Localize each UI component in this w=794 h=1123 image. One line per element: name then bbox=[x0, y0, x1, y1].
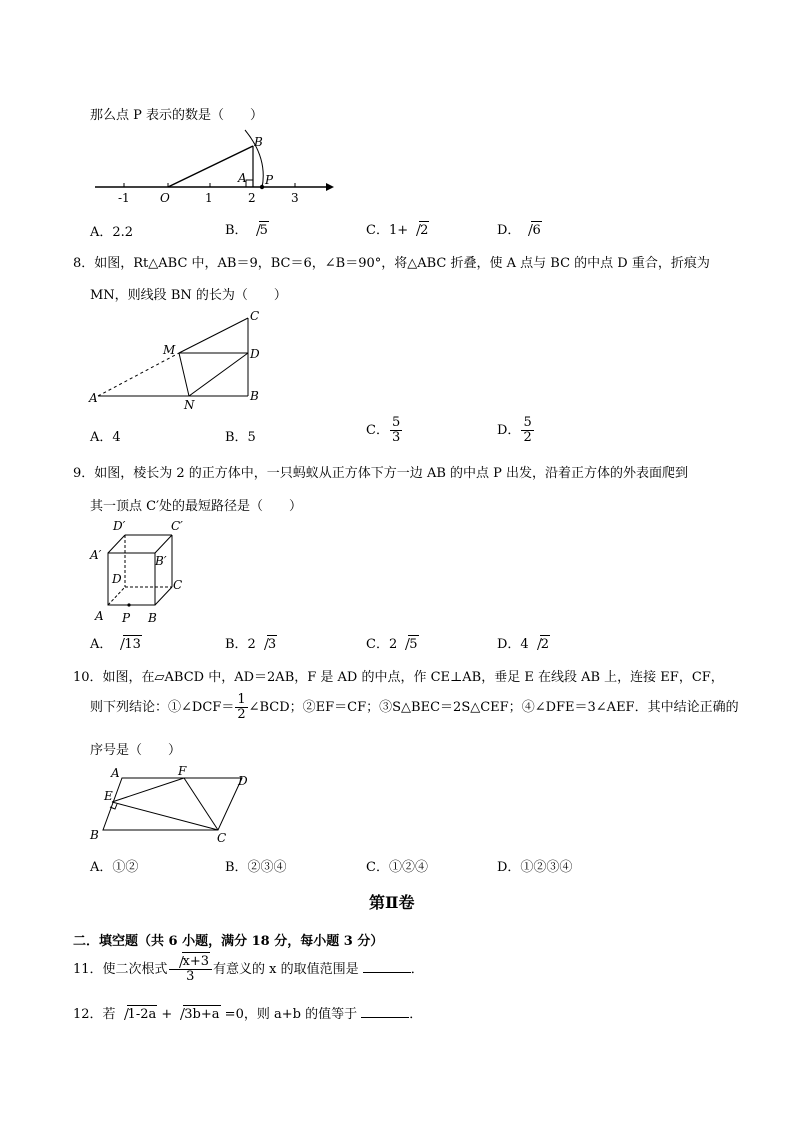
q10-option-b[interactable]: B．②③④ bbox=[225, 860, 287, 875]
q9-label-cprime: C′ bbox=[171, 519, 183, 533]
q8-label-n: N bbox=[184, 398, 195, 412]
q9-label-aprime: A′ bbox=[90, 548, 102, 562]
q10-label-f: F bbox=[178, 765, 187, 778]
q9-label-c: C bbox=[173, 578, 183, 592]
q9-label-bprime: B′ bbox=[155, 554, 167, 568]
q10-stem-line1: 10．如图，在▱ABCD 中，AD＝2AB，F 是 AD 的中点，作 CE⊥AB，垂足 E 在线段 AB 上，连接 EF，CF， bbox=[73, 670, 724, 685]
q10-stem-line2: 则下列结论：①∠DCF＝ $\frac{1}{2}$ ∠BCD；②EF＝CF；③S△BEC＝2S△CEF；④∠DFE＝3∠AEF．其中结论正确的 bbox=[90, 692, 739, 722]
q10-label-a: A bbox=[111, 766, 120, 780]
q7-option-d[interactable]: D． 6 bbox=[497, 223, 541, 238]
q8-label-c: C bbox=[250, 309, 260, 323]
q9-label-d: D bbox=[112, 572, 122, 586]
q7-label-p: P bbox=[265, 173, 274, 187]
q10-parallelogram-figure bbox=[85, 765, 260, 845]
q11-stem: 11．使二次根式 $\frac{x+3}{3}$ 有意义的 x 的取值范围是 ． bbox=[73, 954, 424, 984]
q9-option-d[interactable]: D．4 2 bbox=[497, 637, 549, 652]
q7-tick-1: 1 bbox=[205, 191, 213, 205]
q10-label-d: D bbox=[238, 774, 248, 788]
q10-label-b: B bbox=[90, 828, 99, 842]
q9-cube-figure bbox=[85, 515, 195, 627]
q9-stem-line1: 9．如图，棱长为 2 的正方体中，一只蚂蚁从正方体下方一边 AB 的中点 P 出发，沿着正方体的外表面爬到 bbox=[73, 466, 689, 481]
q9-option-b[interactable]: B．2 3 bbox=[225, 637, 277, 652]
q8-stem-line2: MN，则线段 BN 的长为（ ） bbox=[90, 288, 287, 303]
q9-label-p: P bbox=[122, 611, 131, 625]
q8-option-d[interactable]: D． $\frac{5}{2}$ bbox=[497, 415, 532, 445]
q11-answer-blank[interactable] bbox=[363, 972, 411, 973]
q7-tick-3: 3 bbox=[291, 191, 299, 205]
q8-stem-line1: 8．如图，Rt△ABC 中，AB＝9，BC＝6，∠B＝90°，将△ABC 折叠，使 A 点与 BC 的中点 D 重合，折痕为 bbox=[73, 256, 710, 271]
q8-label-a: A bbox=[89, 391, 98, 405]
q10-label-c: C bbox=[217, 831, 227, 845]
q12-answer-blank[interactable] bbox=[361, 1017, 409, 1018]
q8-option-a[interactable]: A．4 bbox=[90, 430, 121, 445]
q9-label-dprime: D′ bbox=[113, 519, 126, 533]
q8-label-b: B bbox=[250, 389, 259, 403]
q7-option-b[interactable]: B． 5 bbox=[225, 223, 268, 238]
q7-label-b: B bbox=[254, 135, 263, 149]
q9-stem-line2: 其一顶点 C′处的最短路径是（ ） bbox=[90, 499, 303, 514]
q10-label-e: E bbox=[104, 789, 113, 803]
q12-stem: 12．若 1-2a + 3b+a =0，则 a+b 的值等于 ． bbox=[73, 1007, 423, 1022]
section-title: 第Ⅱ卷 bbox=[369, 893, 415, 912]
q7-label-o: O bbox=[160, 191, 170, 205]
q10-stem-line3: 序号是（ ） bbox=[90, 743, 182, 758]
q7-tick-2: 2 bbox=[248, 191, 256, 205]
q9-label-a: A bbox=[95, 609, 104, 623]
q10-option-a[interactable]: A．①② bbox=[90, 860, 139, 875]
q7-number-line-figure bbox=[90, 128, 340, 208]
q8-option-b[interactable]: B．5 bbox=[225, 430, 256, 445]
q7-option-a[interactable]: A．2.2 bbox=[90, 225, 134, 240]
q10-option-c[interactable]: C．①②④ bbox=[366, 860, 428, 875]
q8-label-m: M bbox=[163, 343, 176, 357]
q9-option-a[interactable]: A． 13 bbox=[90, 637, 141, 652]
q7-option-c[interactable]: C．1+ 2 bbox=[366, 223, 429, 238]
q9-label-b: B bbox=[148, 611, 157, 625]
q10-option-d[interactable]: D．①②③④ bbox=[497, 860, 573, 875]
q8-label-d: D bbox=[250, 347, 260, 361]
q7-tick-minus1: -1 bbox=[118, 191, 130, 205]
section2-heading: 二．填空题（共 6 小题，满分 18 分，每小题 3 分） bbox=[73, 934, 384, 949]
q9-option-c[interactable]: C．2 5 bbox=[366, 637, 418, 652]
q7-stem: 那么点 P 表示的数是（ ） bbox=[90, 108, 264, 123]
q8-triangle-figure bbox=[85, 306, 270, 412]
q8-option-c[interactable]: C． $\frac{5}{3}$ bbox=[366, 415, 401, 445]
q7-label-a: A bbox=[238, 171, 247, 185]
